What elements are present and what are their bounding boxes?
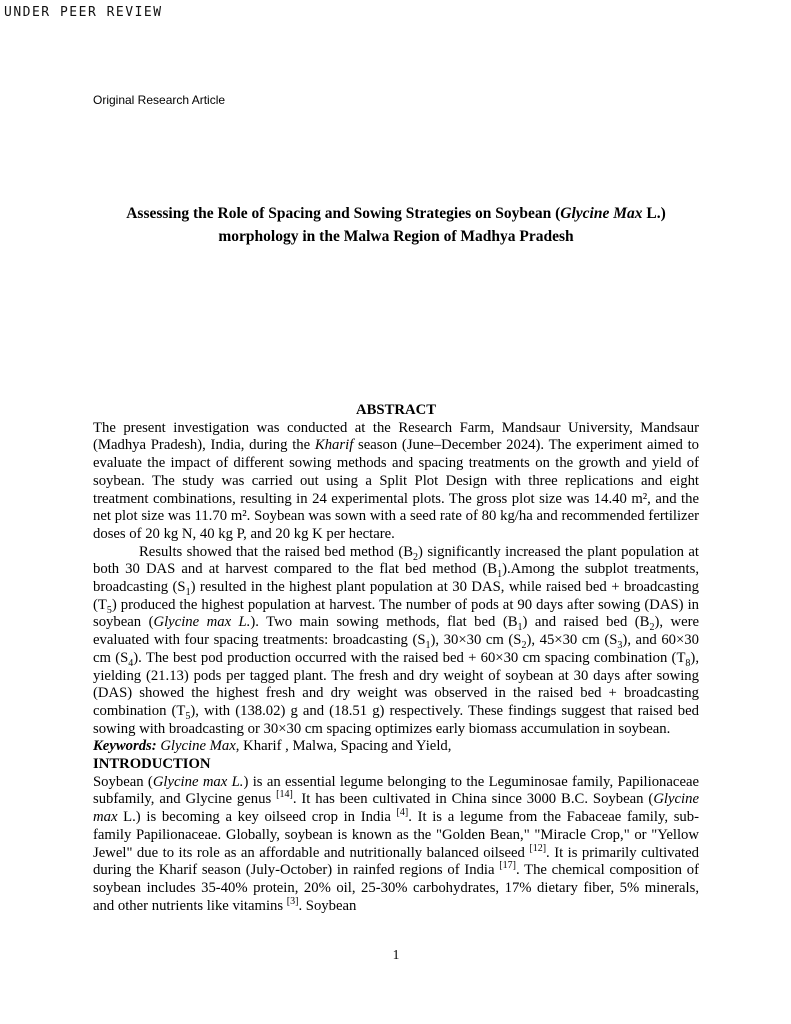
- introduction-heading: INTRODUCTION: [93, 756, 211, 773]
- abstract-paragraph-1: The present investigation was conducted at the Research Farm, Mandsaur University, Mandsaur (Madhya Pradesh), India, during the Kharif season (June–December 2024). The experiment aimed to evaluate the impact of different sowing methods and spacing treatments on the growth and yield of soybean. The study was carried out using a Split Plot Design with three replications and eight treatment combinations, resulting in 24 experimental plots. The gross plot size was 14.40 m², and the net plot size was 11.70 m². Soybean was sown with a seed rate of 80 kg/ha and recommended fertilizer doses of 20 kg N, 40 kg P, and 20 kg K per hectare.: [93, 419, 699, 542]
- abstract-paragraph-2: Results showed that the raised bed method $(B_2)$ significantly increased the plant population at both 30 DAS and at harvest compared to the flat bed method $(B_1).Among$ the subplot treatments, broadcasting $(S_1)$ resulted in the highest plant population at 30 DAS, while raised bed + broadcasting $(T_5)$ produced the highest population at harvest. The number of pods at 90 days after sowing (DAS) in soybean (Glycine max L.). Two main sowing methods, flat bed $(B_1)$ and raised bed $(B_2)$, were evaluated with four spacing treatments: broadcasting $(S_1)$, 30×30 cm $(S_2)$, 45×30 cm $(S_3)$, and 60×30 cm $(S_4)$. The best pod production occurred with the raised bed + 60×30 cm spacing combination $(T_8)$, yielding (21.13) pods per tagged plant. The fresh and dry weight of soybean at 30 days after sowing (DAS) showed the highest fresh and dry weight was observed in the raised bed + broadcasting combination $(T_5)$, with (138.02) g and (18.51 g) respectively. These findings suggest that raised bed sowing with broadcasting or 30×30 cm spacing optimizes early biomass accumulation in soybean.: [93, 543, 699, 737]
- abstract-heading: ABSTRACT: [356, 402, 436, 418]
- page-number: 1: [392, 947, 400, 962]
- introduction-paragraph: Soybean (Glycine max L.) is an essential legume belonging to the Leguminosae family, Papilionaceae subfamily, and Glycine genus [14]. It has been cultivated in China since 3000 B.C. Soybean (Glycine max L.) is becoming a key oilseed crop in India [4]. It is a legume from the Fabaceae family, sub-family Papilionaceae. Globally, soybean is known as the "Golden Bean," "Miracle Crop," or "Yellow Jewel" due to its role as an affordable and nutritionally balanced oilseed [12]. It is primarily cultivated during the Kharif season (July-October) in rainfed regions of India [17]. The chemical composition of soybean includes 35-40% protein, 20% oil, 25-30% carbohydrates, 17% dietary fiber, 5% minerals, and other nutrients like vitamins [3]. Soybean: [93, 773, 700, 914]
- paper-title: Assessing the Role of Spacing and Sowing Strategies on Soybean (Glycine Max L.) morphology in the Malwa Region of Madhya Pradesh: [126, 205, 666, 245]
- article-body: [93, 402, 699, 915]
- peer-review-watermark: UNDER PEER REVIEW: [4, 5, 163, 20]
- keywords-line: Keywords: Glycine Max, Kharif , Malwa, Spacing and Yield,: [93, 738, 452, 755]
- article-type-label: Original Research Article: [93, 93, 226, 107]
